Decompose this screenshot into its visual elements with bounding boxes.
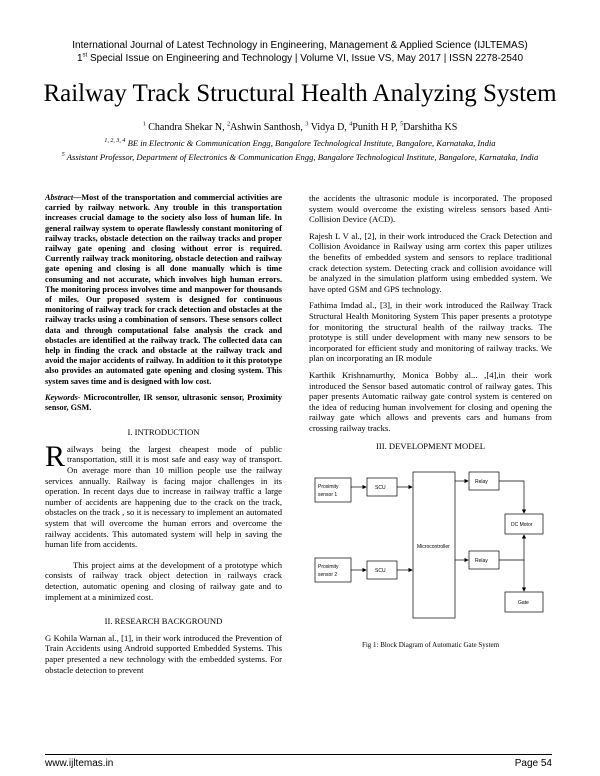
author-sup: 5 xyxy=(400,121,404,128)
research-paragraph-1: G Kohila Warnan al., [1], in their work introduced the Prevention of Train Accidents using Android supported Embedded Systems. This paper presented a new technology with the embedded systems. For obstacle detection to prevent xyxy=(45,632,282,675)
arrow-relay1-motor xyxy=(499,481,524,513)
affiliation-text: BE in Electronic & Communication Engg, Bangalore Technological Institute, Bangalore, Karnataka, India xyxy=(127,138,496,148)
label-microcontroller: Microcontroller xyxy=(417,544,450,551)
label-prox1-line2: sensor 1 xyxy=(318,492,338,499)
drop-cap: R xyxy=(45,439,66,473)
footer-website-link[interactable]: www.ijltemas.in xyxy=(45,758,114,769)
author-name: Darshitha KS xyxy=(403,122,458,133)
abstract-text: —Most of the transportation and commercial activities are carried by railway network. Any trouble in this transportation increases crucial damage to the society also loss of human life. In general railway system to operate flawlessly constant monitoring of railway tracks, obstacle detection on the railway tracks and proper railway gate opening and closing without error is required. Currently railway track monitoring, obstacle detection and railway gate opening and closing is all done manually which is time consuming and not accurate, which involves high human errors. The monitoring process involves time and manpower for thousands of miles. Our proposed system is designed for continuous monitoring of railway track for crack detection and obstacles at the railway tracks using a combination of sensors. These sensors collect data and through computational false analysis the crack and obstacles are identified at the railway track. The collected data can help in finding the crack and obstacle at the railway track and avoid the major accidents of railway. In addition to it this prototype also provides an automated gate opening and closing system. This system saves time and is designed with low cost. xyxy=(45,193,282,386)
affiliation-1 xyxy=(40,138,560,148)
issue-number: 1 xyxy=(76,53,83,64)
author-name: Punith H P, xyxy=(352,122,401,133)
footer-page-number: Page 54 xyxy=(514,758,552,769)
right-column xyxy=(309,193,552,651)
label-scu2: SCU xyxy=(375,568,386,575)
keywords-text: Microcontroller, IR sensor, ultrasonic sensor, Proximity sensor, GSM. xyxy=(45,392,282,413)
author-name: Ashwin Santhosh, xyxy=(230,122,306,133)
label-scu1: SCU xyxy=(375,485,386,492)
author-sup: 2 xyxy=(227,121,231,128)
intro-paragraph-1 xyxy=(45,439,282,550)
intro-paragraph-2: This project aims at the development of a prototype which consists of railway track object detection in railways crack detection, automatic opening and closing of railway gate and to implement at a minimized cost. xyxy=(45,559,282,602)
section-heading-development: III. DEVELOPMENT MODEL xyxy=(376,441,485,452)
left-column xyxy=(45,193,282,681)
research-paragraph-cont: the accidents the ultrasonic module is incorporated. The proposed system would overcome the existing wireless sensors based Anti- Collision Device (ACD). xyxy=(309,193,552,225)
issue-header xyxy=(0,53,600,64)
footer-divider xyxy=(45,754,552,755)
research-paragraph-3: Fathima Imdad al., [3], in their work introduced the Railway Track Structural Health Monitoring System This paper presents a prototype for monitoring the structural health of the railway tracks. The prototype is still under development with many new sensors to be incorporated for efficient study and monitoring of railway tracks. We plan on incorporating an IR module xyxy=(309,300,552,364)
figure-caption: Fig 1: Block Diagram of Automatic Gate System xyxy=(361,641,500,650)
label-gate: Gate xyxy=(518,600,529,607)
intro-text-1: ailways being the largest cheapest mode of public transportation, still it is most safe and easy way of transport. On average more than 10 million people use the railway services annually. Railway is facing major challenges in its operation. In recent days due to increase in railway traffic a large number of accidents are happening due to the crack on the track, obstacles on the track , so it is necessary to implement an automated system that will overcome the human errors and overcome the railway accidents. This automated system will help in saving the human life from accidents. xyxy=(45,443,282,550)
research-paragraph-2: Rajesh L V al., [2], in their work introduced the Crack Detection and Collision Avoidance in Railway using arm cortex this paper utilizes the benefits of embedded system and sensors to replace traditional crack detection system. Detecting crack and collision avoidance will be analyzed in the simulation platform using embedded system. We have opted GSM and GPS technology. xyxy=(309,230,552,294)
paper-title: Railway Track Structural Health Analyzing System xyxy=(43,80,557,107)
author-sup: 1 xyxy=(142,121,146,128)
issue-details: Special Issue on Engineering and Technology | Volume VI, Issue VS, May 2017 | ISSN 2278-2540 xyxy=(87,53,524,64)
proximity-sensor-1-box xyxy=(315,478,351,502)
author-list xyxy=(0,122,600,133)
journal-header: International Journal of Latest Technology in Engineering, Management & Applied Science (IJLTEMAS) xyxy=(72,40,528,51)
block-diagram-svg xyxy=(309,458,552,636)
author-sup: 4 xyxy=(349,121,353,128)
section-heading-research: II. RESEARCH BACKGROUND xyxy=(104,616,223,627)
keywords-label: Keywords- xyxy=(45,392,81,402)
label-prox1-line1: Proximity xyxy=(318,484,339,491)
abstract-label: Abstract xyxy=(45,193,74,202)
author-name: Vidya D, xyxy=(310,122,350,133)
section-heading-introduction: I. INTRODUCTION xyxy=(127,427,200,438)
proximity-sensor-2-box xyxy=(315,558,351,582)
abstract xyxy=(45,193,282,387)
label-relay1: Relay xyxy=(475,479,488,486)
issue-suffix: st xyxy=(82,52,88,59)
label-relay2: Relay xyxy=(475,558,488,565)
research-paragraph-4: Karthik Krishnamurthy, Monica Bobby al... ,[4],in their work introduced the Sensor based automatic control of railway gates. This paper presents Automatic railway gate control system is centered on the idea of reducing human involvement for closing and opening the railway gate which allows and prevents cars and humans from crossing railway tracks. xyxy=(309,369,552,433)
label-prox2-line1: Proximity xyxy=(318,564,339,571)
affiliation-sup: 5 xyxy=(61,152,65,159)
affiliation-2 xyxy=(40,151,560,163)
author-sup: 3 xyxy=(305,121,309,128)
label-prox2-line2: sensor 2 xyxy=(318,572,338,579)
label-dc-motor: DC Motor xyxy=(511,522,533,529)
affiliation-text: Assistant Professor, Department of Electronics & Communication Engg, Bangalore Technological Institute, Bangalore, Karnataka, India xyxy=(66,152,539,162)
author-name: Chandra Shekar N, xyxy=(148,122,228,133)
block-diagram xyxy=(309,458,552,636)
keywords xyxy=(45,393,282,413)
affiliation-sup: 1, 2, 3, 4 xyxy=(104,138,126,145)
arrow-relay2-motor xyxy=(499,535,524,560)
